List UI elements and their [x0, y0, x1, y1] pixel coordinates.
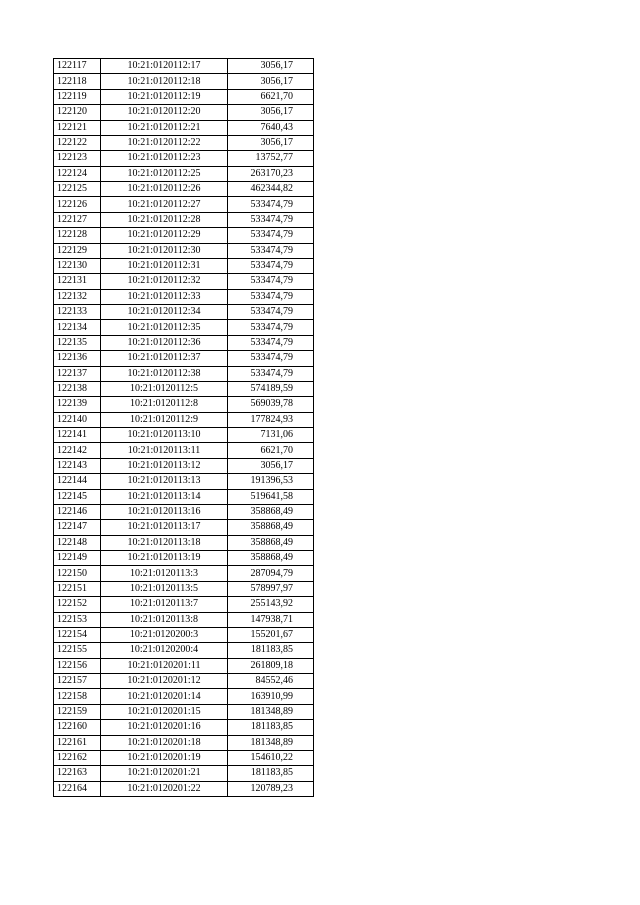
value-cell: 6621,70	[228, 443, 314, 458]
row-number-cell: 122121	[54, 120, 101, 135]
cadastral-number-cell: 10:21:0120112:8	[101, 397, 228, 412]
cadastral-number-cell: 10:21:0120112:21	[101, 120, 228, 135]
value-cell: 533474,79	[228, 274, 314, 289]
cadastral-number-cell: 10:21:0120112:5	[101, 381, 228, 396]
cadastral-number-cell: 10:21:0120113:7	[101, 597, 228, 612]
table-row	[54, 135, 314, 150]
row-number-cell: 122150	[54, 566, 101, 581]
value-cell: 181348,89	[228, 735, 314, 750]
table-row	[54, 243, 314, 258]
row-number-cell: 122146	[54, 504, 101, 519]
row-number-cell: 122118	[54, 74, 101, 89]
value-cell: 569039,78	[228, 397, 314, 412]
table-row	[54, 151, 314, 166]
value-cell: 574189,59	[228, 381, 314, 396]
value-cell: 533474,79	[228, 197, 314, 212]
row-number-cell: 122161	[54, 735, 101, 750]
row-number-cell: 122163	[54, 766, 101, 781]
value-cell: 181183,85	[228, 720, 314, 735]
cadastral-number-cell: 10:21:0120201:16	[101, 720, 228, 735]
row-number-cell: 122142	[54, 443, 101, 458]
cadastral-number-cell: 10:21:0120112:20	[101, 105, 228, 120]
row-number-cell: 122141	[54, 428, 101, 443]
row-number-cell: 122127	[54, 212, 101, 227]
value-cell: 7640,43	[228, 120, 314, 135]
value-cell: 7131,06	[228, 428, 314, 443]
row-number-cell: 122148	[54, 535, 101, 550]
table-row	[54, 566, 314, 581]
value-cell: 6621,70	[228, 89, 314, 104]
table-row	[54, 704, 314, 719]
cadastral-number-cell: 10:21:0120112:9	[101, 412, 228, 427]
table-row	[54, 366, 314, 381]
cadastral-number-cell: 10:21:0120112:35	[101, 320, 228, 335]
table-row	[54, 720, 314, 735]
cadastral-number-cell: 10:21:0120113:18	[101, 535, 228, 550]
value-cell: 533474,79	[228, 289, 314, 304]
row-number-cell: 122164	[54, 781, 101, 796]
cadastral-number-cell: 10:21:0120112:28	[101, 212, 228, 227]
row-number-cell: 122124	[54, 166, 101, 181]
row-number-cell: 122140	[54, 412, 101, 427]
table-row	[54, 258, 314, 273]
cadastral-number-cell: 10:21:0120112:27	[101, 197, 228, 212]
table-row	[54, 581, 314, 596]
value-cell: 163910,99	[228, 689, 314, 704]
table-row	[54, 59, 314, 74]
row-number-cell: 122119	[54, 89, 101, 104]
cadastral-number-cell: 10:21:0120112:33	[101, 289, 228, 304]
table-row	[54, 289, 314, 304]
cadastral-number-cell: 10:21:0120113:14	[101, 489, 228, 504]
cadastral-number-cell: 10:21:0120113:8	[101, 612, 228, 627]
cadastral-number-cell: 10:21:0120112:19	[101, 89, 228, 104]
value-cell: 154610,22	[228, 750, 314, 765]
value-cell: 84552,46	[228, 674, 314, 689]
table-row	[54, 274, 314, 289]
cadastral-number-cell: 10:21:0120112:23	[101, 151, 228, 166]
value-cell: 255143,92	[228, 597, 314, 612]
row-number-cell: 122157	[54, 674, 101, 689]
value-cell: 181348,89	[228, 704, 314, 719]
value-cell: 147938,71	[228, 612, 314, 627]
value-cell: 181183,85	[228, 766, 314, 781]
value-cell: 533474,79	[228, 305, 314, 320]
row-number-cell: 122143	[54, 458, 101, 473]
row-number-cell: 122126	[54, 197, 101, 212]
cadastral-number-cell: 10:21:0120113:3	[101, 566, 228, 581]
row-number-cell: 122158	[54, 689, 101, 704]
table-row	[54, 735, 314, 750]
row-number-cell: 122144	[54, 474, 101, 489]
table-row	[54, 627, 314, 642]
row-number-cell: 122159	[54, 704, 101, 719]
value-cell: 3056,17	[228, 135, 314, 150]
cadastral-number-cell: 10:21:0120113:10	[101, 428, 228, 443]
cadastral-number-cell: 10:21:0120201:11	[101, 658, 228, 673]
row-number-cell: 122133	[54, 305, 101, 320]
table-row	[54, 197, 314, 212]
row-number-cell: 122138	[54, 381, 101, 396]
cadastral-number-cell: 10:21:0120112:30	[101, 243, 228, 258]
cadastral-number-cell: 10:21:0120112:38	[101, 366, 228, 381]
row-number-cell: 122160	[54, 720, 101, 735]
table-row	[54, 320, 314, 335]
row-number-cell: 122122	[54, 135, 101, 150]
row-number-cell: 122129	[54, 243, 101, 258]
value-cell: 263170,23	[228, 166, 314, 181]
row-number-cell: 122117	[54, 59, 101, 74]
table-row	[54, 750, 314, 765]
cadastral-number-cell: 10:21:0120200:3	[101, 627, 228, 642]
table-row	[54, 474, 314, 489]
cadastral-number-cell: 10:21:0120112:18	[101, 74, 228, 89]
row-number-cell: 122149	[54, 551, 101, 566]
table-row	[54, 89, 314, 104]
row-number-cell: 122131	[54, 274, 101, 289]
cadastral-number-cell: 10:21:0120113:12	[101, 458, 228, 473]
row-number-cell: 122156	[54, 658, 101, 673]
cadastral-number-cell: 10:21:0120112:37	[101, 351, 228, 366]
table-row	[54, 535, 314, 550]
table-row	[54, 105, 314, 120]
row-number-cell: 122134	[54, 320, 101, 335]
cadastral-number-cell: 10:21:0120113:11	[101, 443, 228, 458]
cadastral-number-cell: 10:21:0120201:21	[101, 766, 228, 781]
value-cell: 155201,67	[228, 627, 314, 642]
value-cell: 3056,17	[228, 105, 314, 120]
table-row	[54, 397, 314, 412]
cadastral-number-cell: 10:21:0120112:32	[101, 274, 228, 289]
cadastral-number-cell: 10:21:0120113:5	[101, 581, 228, 596]
row-number-cell: 122130	[54, 258, 101, 273]
cadastral-number-cell: 10:21:0120201:14	[101, 689, 228, 704]
row-number-cell: 122139	[54, 397, 101, 412]
value-cell: 3056,17	[228, 458, 314, 473]
table-row	[54, 781, 314, 796]
row-number-cell: 122151	[54, 581, 101, 596]
row-number-cell: 122128	[54, 228, 101, 243]
value-cell: 462344,82	[228, 182, 314, 197]
cadastral-number-cell: 10:21:0120113:17	[101, 520, 228, 535]
row-number-cell: 122136	[54, 351, 101, 366]
value-cell: 261809,18	[228, 658, 314, 673]
value-cell: 3056,17	[228, 59, 314, 74]
value-cell: 358868,49	[228, 535, 314, 550]
table-row	[54, 443, 314, 458]
value-cell: 533474,79	[228, 335, 314, 350]
table-row	[54, 643, 314, 658]
value-cell: 120789,23	[228, 781, 314, 796]
table-row	[54, 520, 314, 535]
row-number-cell: 122137	[54, 366, 101, 381]
table-row	[54, 351, 314, 366]
table-body	[54, 59, 314, 797]
value-cell: 533474,79	[228, 320, 314, 335]
cadastral-number-cell: 10:21:0120201:12	[101, 674, 228, 689]
cadastral-number-cell: 10:21:0120113:13	[101, 474, 228, 489]
row-number-cell: 122153	[54, 612, 101, 627]
value-cell: 358868,49	[228, 504, 314, 519]
value-cell: 358868,49	[228, 520, 314, 535]
table-row	[54, 504, 314, 519]
table-row	[54, 335, 314, 350]
value-cell: 533474,79	[228, 366, 314, 381]
row-number-cell: 122120	[54, 105, 101, 120]
cadastral-number-cell: 10:21:0120112:34	[101, 305, 228, 320]
cadastral-number-cell: 10:21:0120112:29	[101, 228, 228, 243]
value-cell: 181183,85	[228, 643, 314, 658]
row-number-cell: 122155	[54, 643, 101, 658]
row-number-cell: 122145	[54, 489, 101, 504]
cadastral-number-cell: 10:21:0120201:15	[101, 704, 228, 719]
cadastral-number-cell: 10:21:0120201:22	[101, 781, 228, 796]
row-number-cell: 122123	[54, 151, 101, 166]
value-cell: 519641,58	[228, 489, 314, 504]
cadastral-number-cell: 10:21:0120201:18	[101, 735, 228, 750]
row-number-cell: 122132	[54, 289, 101, 304]
row-number-cell: 122154	[54, 627, 101, 642]
cadastral-number-cell: 10:21:0120113:19	[101, 551, 228, 566]
value-cell: 533474,79	[228, 258, 314, 273]
table-row	[54, 428, 314, 443]
table-row	[54, 381, 314, 396]
table-row	[54, 597, 314, 612]
cadastral-number-cell: 10:21:0120112:17	[101, 59, 228, 74]
value-cell: 533474,79	[228, 228, 314, 243]
row-number-cell: 122152	[54, 597, 101, 612]
value-cell: 177824,93	[228, 412, 314, 427]
table-row	[54, 766, 314, 781]
row-number-cell: 122135	[54, 335, 101, 350]
table-row	[54, 658, 314, 673]
row-number-cell: 122162	[54, 750, 101, 765]
row-number-cell: 122125	[54, 182, 101, 197]
table-row	[54, 412, 314, 427]
value-cell: 533474,79	[228, 243, 314, 258]
value-cell: 13752,77	[228, 151, 314, 166]
data-table	[53, 58, 314, 797]
table-row	[54, 305, 314, 320]
cadastral-number-cell: 10:21:0120201:19	[101, 750, 228, 765]
table-row	[54, 74, 314, 89]
table-row	[54, 120, 314, 135]
cadastral-number-cell: 10:21:0120112:26	[101, 182, 228, 197]
table-row	[54, 612, 314, 627]
table-row	[54, 674, 314, 689]
value-cell: 358868,49	[228, 551, 314, 566]
value-cell: 533474,79	[228, 212, 314, 227]
value-cell: 3056,17	[228, 74, 314, 89]
table-row	[54, 182, 314, 197]
value-cell: 578997,97	[228, 581, 314, 596]
table-row	[54, 458, 314, 473]
value-cell: 191396,53	[228, 474, 314, 489]
cadastral-number-cell: 10:21:0120112:25	[101, 166, 228, 181]
table-row	[54, 166, 314, 181]
table-row	[54, 212, 314, 227]
row-number-cell: 122147	[54, 520, 101, 535]
cadastral-number-cell: 10:21:0120112:31	[101, 258, 228, 273]
table-row	[54, 228, 314, 243]
cadastral-number-cell: 10:21:0120112:36	[101, 335, 228, 350]
value-cell: 287094,79	[228, 566, 314, 581]
table-row	[54, 551, 314, 566]
cadastral-number-cell: 10:21:0120113:16	[101, 504, 228, 519]
cadastral-number-cell: 10:21:0120200:4	[101, 643, 228, 658]
table-row	[54, 689, 314, 704]
cadastral-number-cell: 10:21:0120112:22	[101, 135, 228, 150]
value-cell: 533474,79	[228, 351, 314, 366]
table-row	[54, 489, 314, 504]
